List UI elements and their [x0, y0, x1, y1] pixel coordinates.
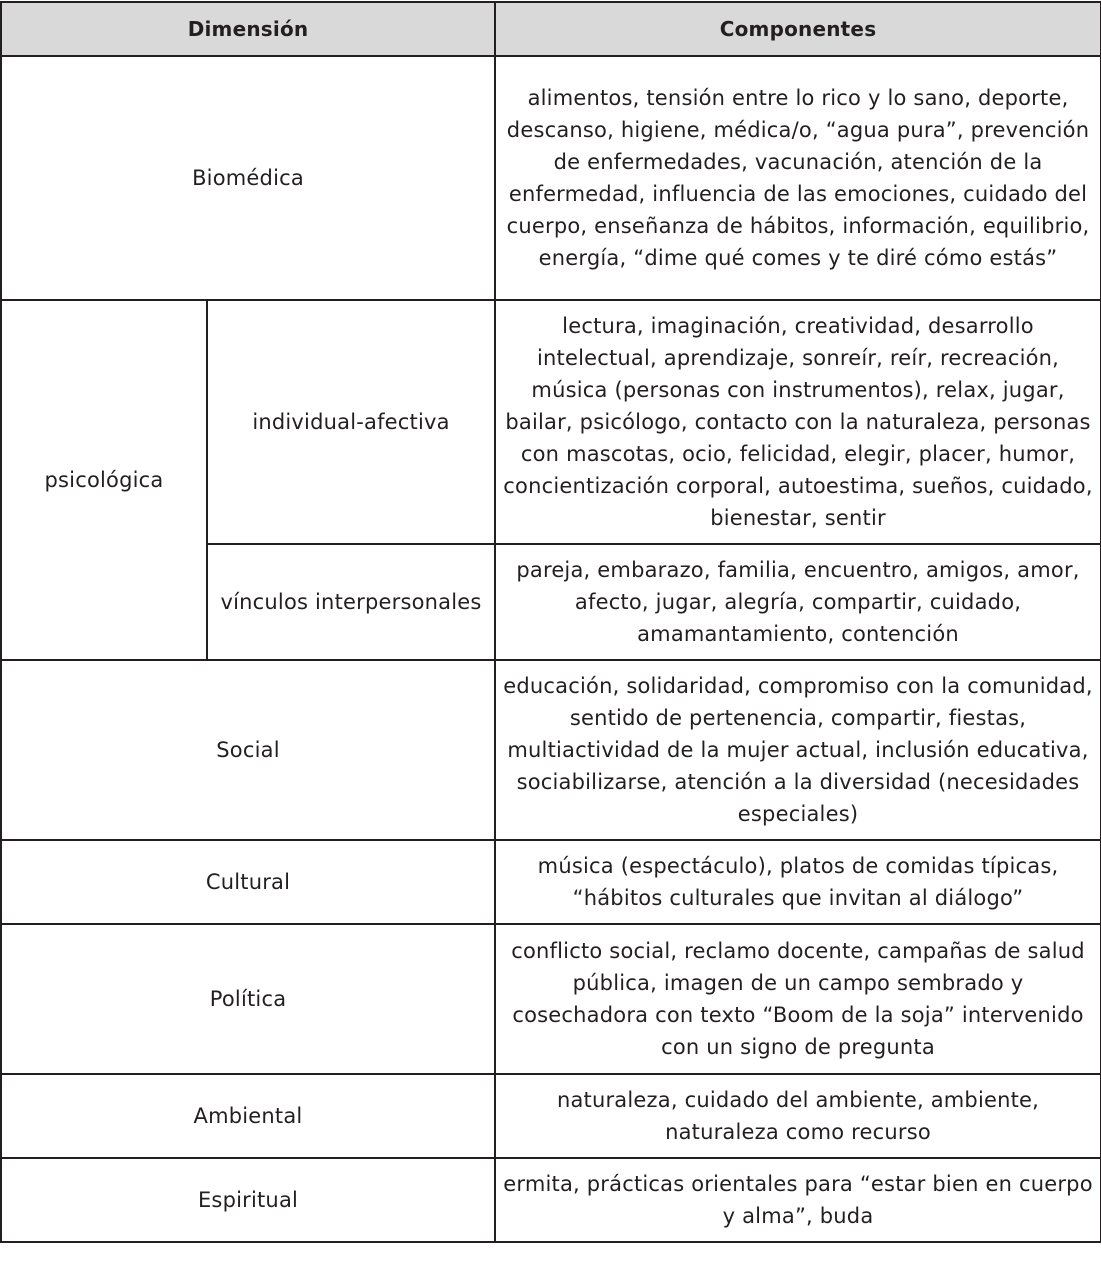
- components-cell: naturaleza, cuidado del ambiente, ambiente, naturaleza como recurso: [495, 1074, 1101, 1158]
- table-row: [1, 840, 1101, 924]
- dimension-cell: Política: [1, 924, 495, 1074]
- subdimension-cell: individual-afectiva: [207, 300, 495, 544]
- dimension-cell: Biomédica: [1, 56, 495, 300]
- components-cell: ermita, prácticas orientales para “estar bien en cuerpo y alma”, buda: [495, 1158, 1101, 1242]
- subdimension-cell: vínculos interpersonales: [207, 544, 495, 660]
- components-cell: música (espectáculo), platos de comidas típicas, “hábitos culturales que invitan al diálogo”: [495, 840, 1101, 924]
- components-cell: alimentos, tensión entre lo rico y lo sano, deporte, descanso, higiene, médica/o, “agua pura”, prevención de enfermedades, vacunación, atención de la enfermedad, influencia de las emociones, cuidado del cuerpo, enseñanza de hábitos, información, equilibrio, energía, “dime qué comes y te diré cómo estás”: [495, 56, 1101, 300]
- components-cell: educación, solidaridad, compromiso con la comunidad, sentido de pertenencia, compartir, fiestas, multiactividad de la mujer actual, inclusión educativa, sociabilizarse, atención a la diversidad (necesidades especiales): [495, 660, 1101, 840]
- table-row: [1, 300, 1101, 544]
- table-row: [1, 56, 1101, 300]
- components-cell: conflicto social, reclamo docente, campañas de salud pública, imagen de un campo sembrado y cosechadora con texto “Boom de la soja” intervenido con un signo de pregunta: [495, 924, 1101, 1074]
- dimensions-table: [0, 1, 1101, 1243]
- components-cell: lectura, imaginación, creatividad, desarrollo intelectual, aprendizaje, sonreír, reír, recreación, música (personas con instrumentos), relax, jugar, bailar, psicólogo, contacto con la naturaleza, personas con mascotas, ocio, felicidad, elegir, placer, humor, concientización corporal, autoestima, sueños, cuidado, bienestar, sentir: [495, 300, 1101, 544]
- header-row: [1, 2, 1101, 56]
- dimension-cell: Ambiental: [1, 1074, 495, 1158]
- table-row: [1, 1074, 1101, 1158]
- header-dimension: Dimensión: [1, 2, 495, 56]
- dimension-cell: Espiritual: [1, 1158, 495, 1242]
- table-row: [1, 924, 1101, 1074]
- dimension-cell: Social: [1, 660, 495, 840]
- table-row: [1, 660, 1101, 840]
- table-row: [1, 1158, 1101, 1242]
- dimension-cell: Cultural: [1, 840, 495, 924]
- components-cell: pareja, embarazo, familia, encuentro, amigos, amor, afecto, jugar, alegría, compartir, cuidado, amamantamiento, contención: [495, 544, 1101, 660]
- header-components: Componentes: [495, 2, 1101, 56]
- dimension-cell: psicológica: [1, 300, 207, 660]
